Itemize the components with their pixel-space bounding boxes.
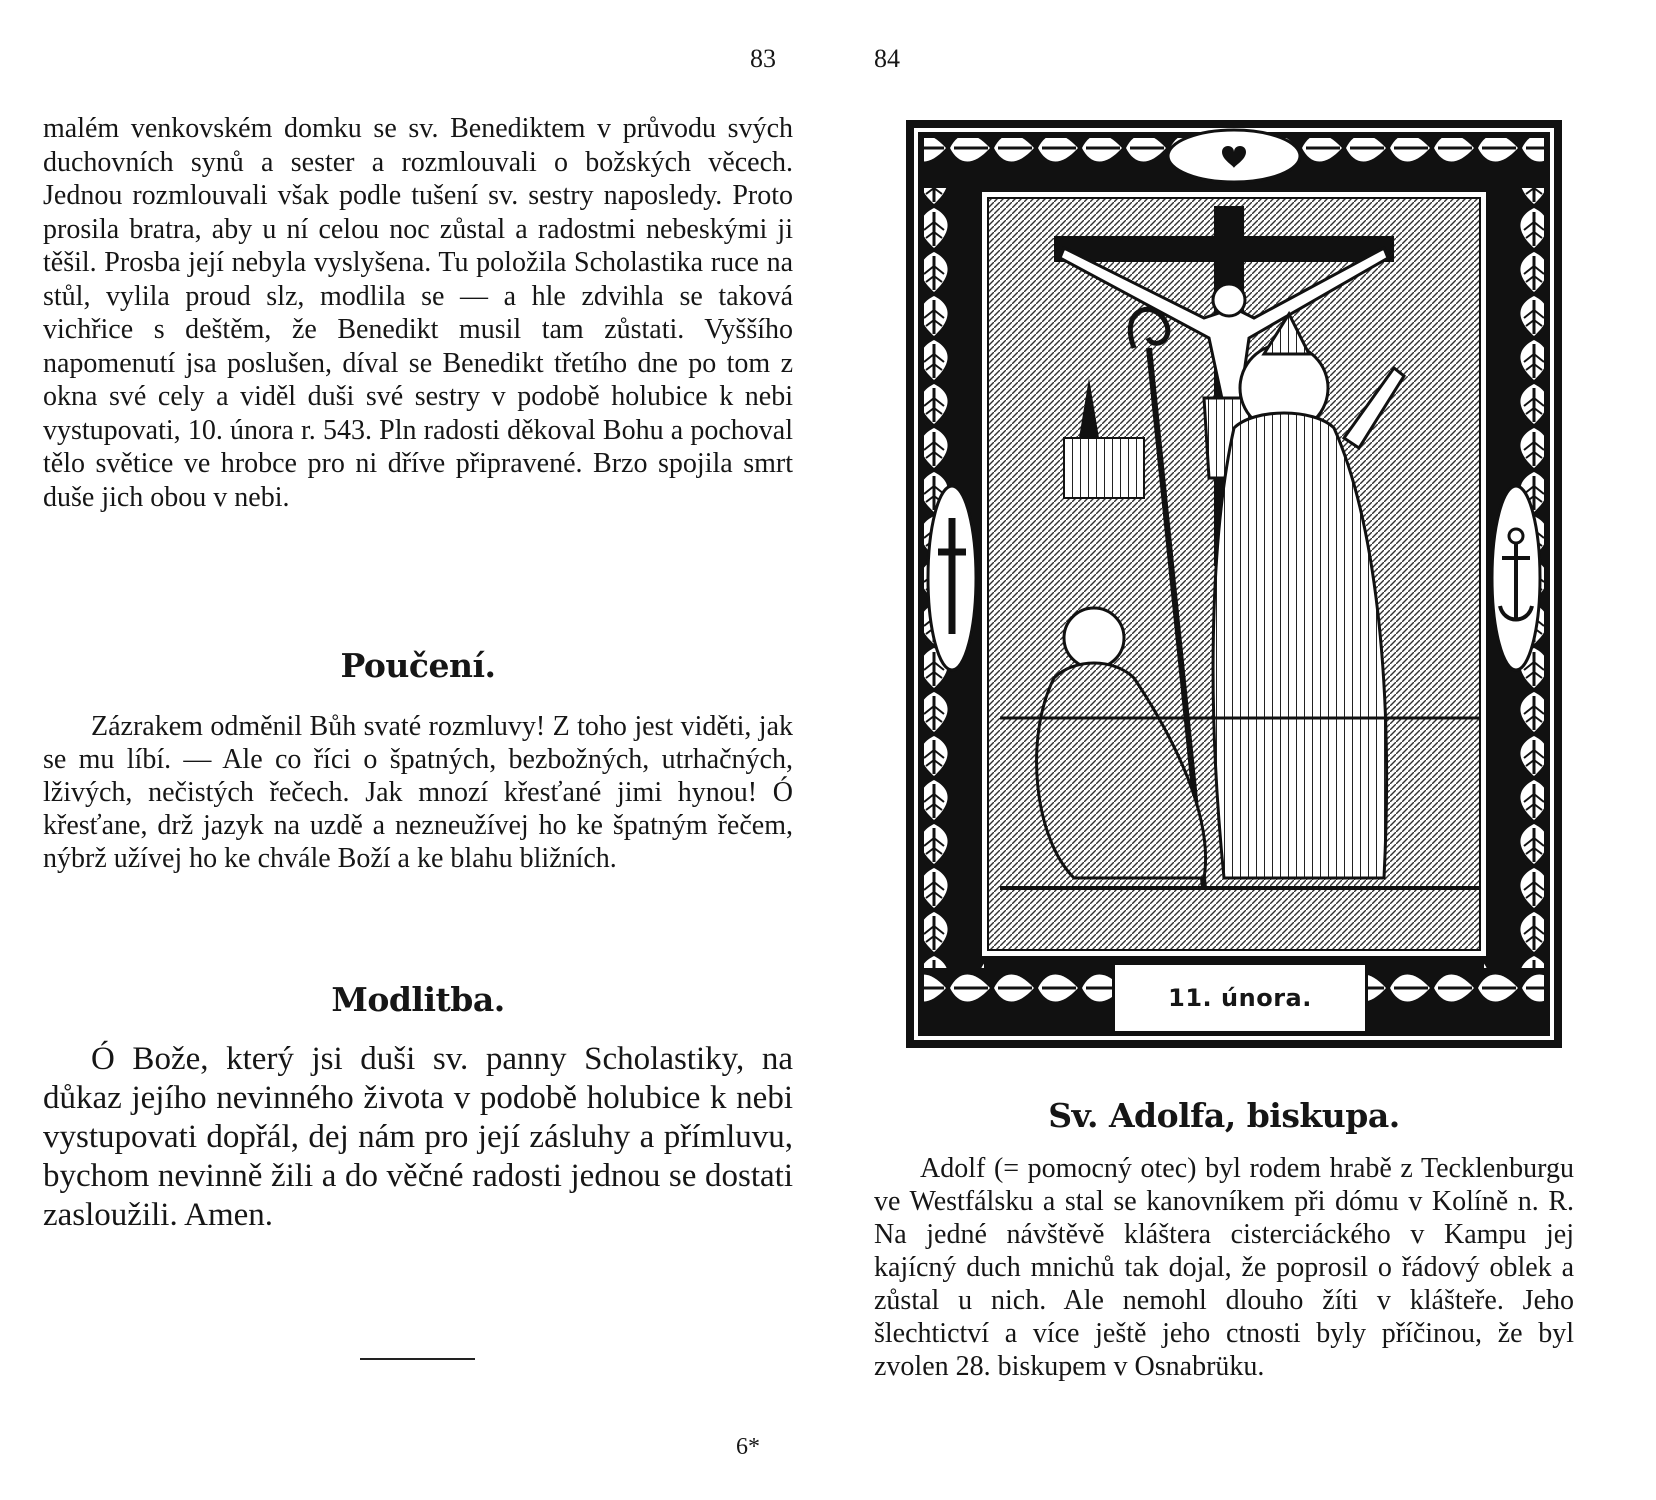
- heading-pouceni: Poučení.: [340, 646, 496, 685]
- illustration-caption: 11. února.: [1168, 984, 1312, 1012]
- paragraph-pouceni: Zázrakem odměnil Bůh svaté rozmluvy! Z toho jest viděti, jak se mu líbí. — Ale co říci o špatných, bezbožných, utrhačných, lživých, nečistých řečech. Jak mnozí křesťané jimi hynou! Ó křesťane, drž jazyk na uzdě a nezneužívej ho ke špatným řečem, nýbrž užívej ho ke chvále Boží a ke blahu bližních.: [43, 711, 793, 874]
- engraving-illustration: [904, 118, 1564, 1050]
- right-page: [828, 0, 1656, 1500]
- page-number: 83: [750, 44, 776, 73]
- paragraph-benedict-story: malém venkovském domku se sv. Benediktem v průvodu svých duchovních synů a sester a rozmlouvali o božských věcech. Jednou rozmlouvali však podle tušení sv. sestry naposledy. Proto prosila bratra, aby u ní celou noc zůstal a radostmi nebeskými ji těšil. Prosba její nebyla vyslyšena. Tu položila Scholastika ruce na stůl, vylila proud slz, modlila se — a hle zdvihla se taková vichřice s deštěm, že Benedikt musil tam zůstati. Vyššího napomenutí jsa poslušen, díval se Benedikt třetího dne po tom z okna své cely a viděl duši své sestry v podobě holubice k nebi vystupovati, 10. února r. 543. Pln radosti děkoval Bohu a pochoval tělo světice ve hrobce pro ni dříve připravené. Brzo spojila smrt duše jich obou v nebi.: [43, 113, 793, 513]
- heading-saint-adolf: Sv. Adolfa, biskupa.: [1048, 1096, 1400, 1135]
- illustration-caption-box: [1112, 962, 1368, 1034]
- heading-modlitba: Modlitba.: [331, 980, 505, 1019]
- page-number: 84: [874, 44, 900, 73]
- prayer-text: Ó Bože, který jsi duši sv. panny Scholastiky, na důkaz jejího nevinného života v podobě holubice k nebi vystupovati dopřál, dej nám pro její zásluhy a přímluvu, bychom nevinně žili a do věčné radosti jednou se dostati zasloužili. Amen.: [43, 1041, 793, 1233]
- section-divider: [360, 1358, 475, 1360]
- paragraph-saint-adolf: Adolf (= pomocný otec) byl rodem hrabě z Tecklenburgu ve Westfálsku a stal se kanovníkem při dómu v Kolíně n. R. Na jedné návštěvě kláštera cisterciáckého v Kampu jej kajícný duch mnichů tak dojal, že poprosil o řádový oblek a zůstal u nich. Ale nemohl dlouho žíti v klášteře. Jeho šlechtictví a více ještě jeho ctnosti byly příčinou, že byl zvolen 28. biskupem v Osnabrüku.: [874, 1153, 1574, 1382]
- signature-mark: 6*: [736, 1434, 760, 1460]
- engraving-image: [904, 118, 1564, 1050]
